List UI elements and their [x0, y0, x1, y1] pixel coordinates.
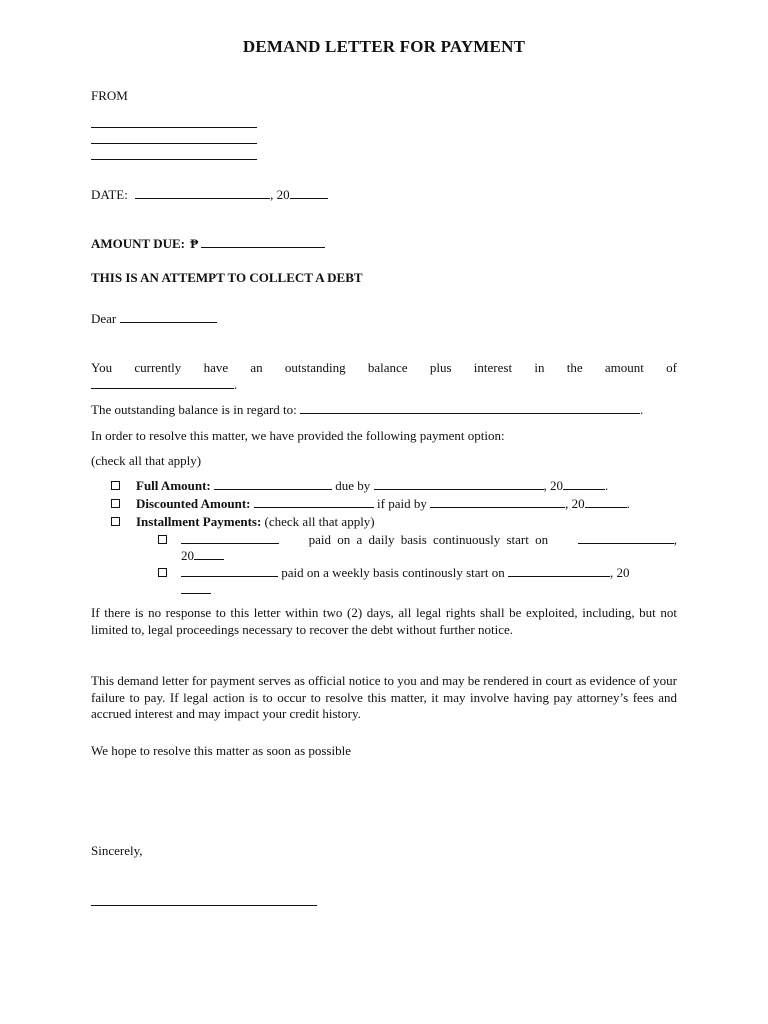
- full-year: , 20: [543, 478, 564, 493]
- discounted-end: .: [626, 496, 630, 511]
- full-due-by: due by: [335, 478, 371, 493]
- discounted-if-paid: if paid by: [377, 496, 427, 511]
- amount-due-field[interactable]: [201, 236, 325, 248]
- installment-note: (check all that apply): [264, 514, 375, 529]
- discounted-date-field[interactable]: [430, 496, 565, 508]
- weekly-text: paid on a weekly basis continously start on: [281, 565, 505, 580]
- amount-due-row: [91, 236, 325, 252]
- full-amount-row: [136, 478, 608, 494]
- discounted-amount-label: Discounted Amount:: [136, 496, 251, 511]
- daily-amount-field[interactable]: [181, 532, 279, 544]
- debt-notice: THIS IS AN ATTEMPT TO COLLECT A DEBT: [91, 270, 363, 285]
- no-response-paragraph: If there is no response to this letter within two (2) days, all legal rights shall be exploited, including, but not limited to, legal proceedings necessary to recover the debt without further notice.: [91, 605, 677, 637]
- from-line-1[interactable]: [91, 127, 257, 128]
- resolve-line: In order to resolve this matter, we have provided the following payment option:: [91, 428, 505, 443]
- regard-end: .: [640, 402, 644, 417]
- amount-due-label: AMOUNT DUE:: [91, 236, 186, 251]
- hope-line: We hope to resolve this matter as soon as possible: [91, 743, 351, 758]
- salutation-row: [91, 311, 217, 327]
- check-all-note: (check all that apply): [91, 453, 202, 468]
- installment-label: Installment Payments:: [136, 514, 262, 529]
- daily-year-field[interactable]: [194, 548, 224, 560]
- daily-start-date-field[interactable]: [578, 532, 674, 544]
- discounted-amount-row: [136, 496, 630, 512]
- weekly-row: [181, 565, 630, 581]
- full-amount-field[interactable]: [214, 478, 332, 490]
- weekly-amount-field[interactable]: [181, 565, 278, 577]
- discounted-amount-checkbox[interactable]: [111, 499, 120, 508]
- regard-row: [91, 402, 643, 418]
- from-line-3[interactable]: [91, 159, 257, 160]
- full-end: .: [605, 478, 609, 493]
- daily-year: 20: [181, 548, 194, 563]
- weekly-checkbox[interactable]: [158, 568, 167, 577]
- weekly-year: , 20: [610, 565, 630, 580]
- balance-line: You currently have an outstanding balance plus interest in the amount of: [91, 360, 677, 375]
- recipient-name-field[interactable]: [120, 311, 217, 323]
- page-title: DEMAND LETTER FOR PAYMENT: [242, 37, 526, 56]
- regard-field[interactable]: [300, 402, 640, 414]
- discounted-year-field[interactable]: [585, 496, 627, 508]
- date-year-prefix: , 20: [270, 187, 290, 202]
- installment-row: [136, 514, 375, 530]
- currency-symbol: ₱: [190, 236, 199, 251]
- closing: Sincerely,: [91, 843, 143, 858]
- date-row: [91, 187, 328, 203]
- daily-row: [181, 532, 677, 548]
- daily-comma: ,: [673, 532, 677, 547]
- daily-text: paid on a daily basis continuously start on: [308, 532, 549, 547]
- date-label: DATE:: [91, 187, 128, 202]
- official-notice-paragraph: This demand letter for payment serves as official notice to you and may be rendered in court as evidence of your failure to pay. If legal action is to occur to resolve this matter, it may involve having pay attorney’s fees and accrued interest and may impact your credit history.: [91, 673, 677, 721]
- full-amount-label: Full Amount:: [136, 478, 211, 493]
- balance-end: .: [234, 377, 238, 392]
- balance-amount-row: [91, 377, 237, 393]
- weekly-start-date-field[interactable]: [508, 565, 610, 577]
- full-year-field[interactable]: [563, 478, 605, 490]
- signature-line[interactable]: [91, 905, 317, 906]
- full-amount-checkbox[interactable]: [111, 481, 120, 490]
- date-field[interactable]: [135, 187, 270, 199]
- daily-year-row: [181, 548, 224, 564]
- installment-checkbox[interactable]: [111, 517, 120, 526]
- salutation: Dear: [91, 311, 117, 326]
- full-due-date-field[interactable]: [374, 478, 544, 490]
- discounted-year: , 20: [565, 496, 585, 511]
- date-year-field[interactable]: [290, 187, 328, 199]
- discounted-amount-field[interactable]: [254, 496, 374, 508]
- weekly-year-field[interactable]: [181, 593, 211, 594]
- from-line-2[interactable]: [91, 143, 257, 144]
- from-label: FROM: [91, 88, 128, 103]
- daily-checkbox[interactable]: [158, 535, 167, 544]
- balance-amount-field[interactable]: [91, 377, 234, 389]
- regard-label: The outstanding balance is in regard to:: [91, 402, 297, 417]
